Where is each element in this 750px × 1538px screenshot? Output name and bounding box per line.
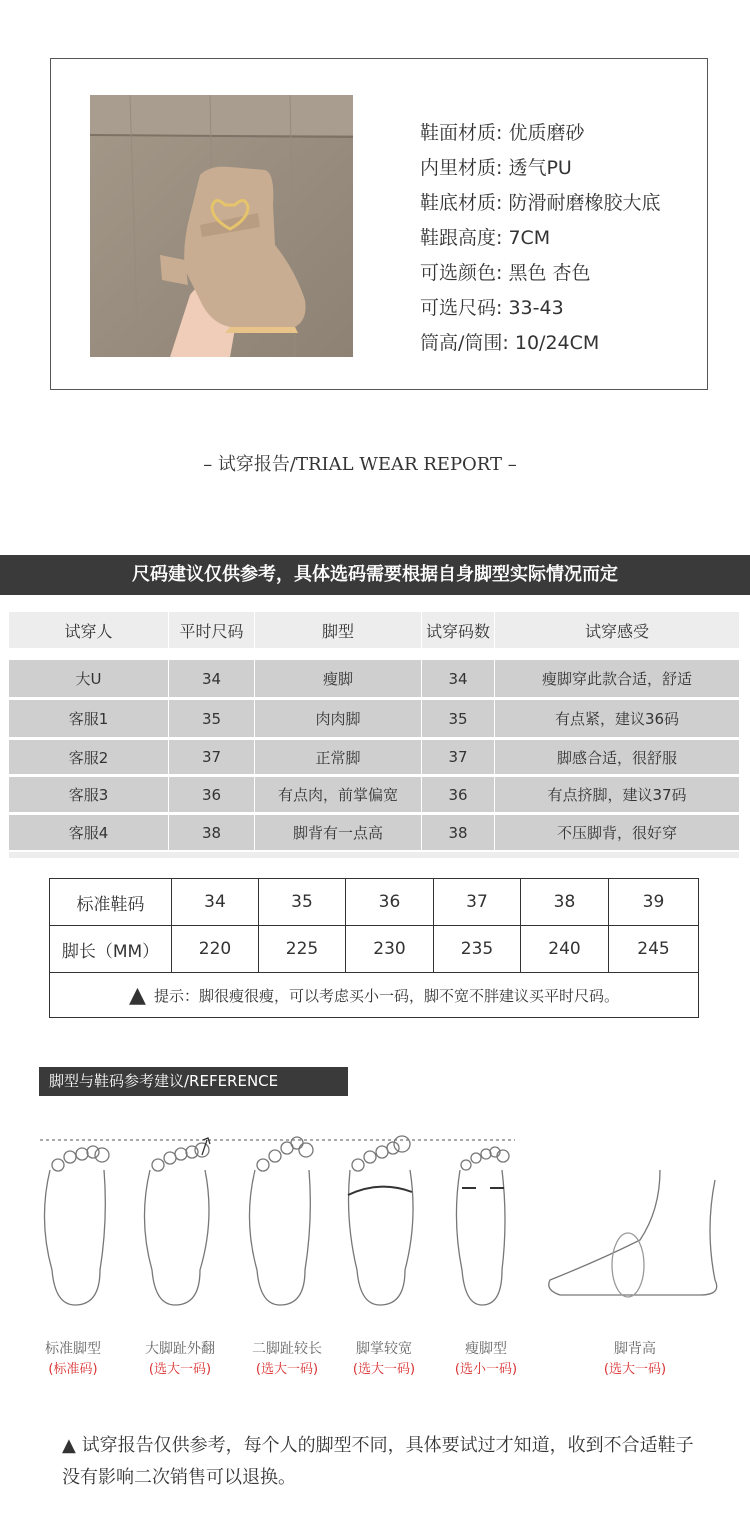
foot-label: 瘦脚型 [465, 1341, 507, 1357]
foot-advice: (标准码) [48, 1362, 98, 1377]
table-cell: 不压脚背，很好穿 [495, 815, 739, 850]
table-cell: 客服4 [9, 815, 169, 850]
column-header: 平时尺码 [169, 612, 255, 648]
column-header: 脚型 [255, 612, 422, 648]
table-row [9, 740, 739, 774]
product-photo [90, 95, 353, 357]
table-cell: 36 [169, 777, 255, 812]
size-cell: 36 [346, 879, 434, 925]
length-cell: 230 [346, 926, 434, 972]
foot-advice: (选大一码) [603, 1362, 667, 1377]
high-instep-foot-icon [549, 1170, 717, 1297]
spec-line: 鞋面材质: 优质磨砂 [420, 122, 585, 144]
foot-label: 二脚趾较长 [252, 1341, 322, 1357]
table-header-row [9, 612, 739, 648]
table-cell: 客服1 [9, 700, 169, 737]
table-row [9, 815, 739, 850]
table-cell: 瘦脚穿此款合适，舒适 [495, 660, 739, 697]
table-cell: 37 [422, 740, 495, 774]
wide-foot-icon [348, 1136, 413, 1305]
spec-line: 鞋底材质: 防滑耐磨橡胶大底 [420, 192, 661, 214]
foot-label: 标准脚型 [45, 1341, 101, 1357]
bottom-note-text: 试穿报告仅供参考，每个人的脚型不同，具体要试过才知道，收到不合适鞋子没有影响二次销售可以退换。 [62, 1435, 694, 1488]
report-heading: – 试穿报告/TRIAL WEAR REPORT – [203, 454, 517, 475]
spec-line: 内里材质: 透气PU [420, 157, 572, 179]
table-cell: 37 [169, 740, 255, 774]
bottom-note [62, 1430, 702, 1494]
slim-foot-icon [456, 1147, 509, 1305]
table-cell: 脚感合适，很舒服 [495, 740, 739, 774]
foot-advice: (选大一码) [255, 1362, 319, 1377]
length-cell: 240 [521, 926, 609, 972]
bunion-foot-icon [144, 1138, 210, 1305]
foot-label: 大脚趾外翻 [145, 1341, 215, 1357]
table-cell: 34 [422, 660, 495, 697]
foot-advice: (选大一码) [148, 1362, 212, 1377]
foot-label: 脚背高 [614, 1341, 656, 1357]
size-cell: 37 [434, 879, 521, 925]
size-cell: 34 [172, 879, 259, 925]
size-cell: 39 [642, 892, 665, 912]
reference-label: 脚型与鞋码参考建议/REFERENCE [39, 1067, 348, 1096]
table-row [9, 777, 739, 812]
column-header: 试穿感受 [495, 612, 739, 648]
table-cell: 35 [169, 700, 255, 737]
spec-line: 鞋跟高度: 7CM [420, 227, 551, 249]
table-cell: 38 [169, 815, 255, 850]
length-row-label: 脚长（MM） [50, 926, 172, 972]
size-cell: 35 [259, 879, 346, 925]
table-row [9, 700, 739, 737]
spec-line: 筒高/筒围: 10/24CM [420, 332, 600, 354]
spec-line: 可选颜色: 黑色 杏色 [420, 262, 591, 284]
length-row [50, 926, 698, 973]
length-cell: 235 [434, 926, 521, 972]
warning-triangle-icon: ▲ [62, 1435, 76, 1456]
spec-line: 可选尺码: 33-43 [420, 297, 564, 319]
size-tip-text: 提示：脚很瘦很瘦，可以考虑买小一码，脚不宽不胖建议买平时尺码。 [153, 986, 619, 1005]
size-row-label: 标准鞋码 [50, 879, 172, 925]
table-cell: 大U [9, 660, 169, 697]
table-cell: 脚背有一点高 [255, 815, 422, 850]
foot-advice: (选大一码) [352, 1362, 416, 1377]
table-cell: 36 [422, 777, 495, 812]
foot-illustrations [0, 1130, 750, 1330]
length-cell: 220 [172, 926, 259, 972]
warning-triangle-icon: ▲ [129, 982, 146, 1008]
table-cell: 肉肉脚 [255, 700, 422, 737]
table-cell: 有点挤脚，建议37码 [495, 777, 739, 812]
table-cell: 34 [169, 660, 255, 697]
length-cell: 225 [259, 926, 346, 972]
table-cell: 正常脚 [255, 740, 422, 774]
table-cell: 35 [422, 700, 495, 737]
size-tip [50, 973, 698, 1017]
standard-foot-icon [44, 1146, 109, 1305]
table-cell: 38 [422, 815, 495, 850]
table-cell: 有点肉，前掌偏宽 [255, 777, 422, 812]
table-cell: 瘦脚 [255, 660, 422, 697]
size-row [50, 879, 698, 926]
long-second-toe-foot-icon [249, 1137, 313, 1305]
size-advice-banner: 尺码建议仅供参考，具体选码需要根据自身脚型实际情况而定 [0, 555, 750, 595]
table-cell: 客服2 [9, 740, 169, 774]
table-bottom-strip [9, 852, 739, 858]
table-cell: 客服3 [9, 777, 169, 812]
size-table [49, 878, 699, 1018]
column-header: 试穿人 [9, 612, 169, 648]
foot-advice: (选小一码) [454, 1362, 518, 1377]
size-cell: 38 [521, 879, 609, 925]
length-cell: 245 [637, 939, 670, 959]
table-cell: 有点紧，建议36码 [495, 700, 739, 737]
column-header: 试穿码数 [422, 612, 495, 648]
table-row [9, 660, 739, 697]
foot-label: 脚掌较宽 [356, 1341, 412, 1357]
